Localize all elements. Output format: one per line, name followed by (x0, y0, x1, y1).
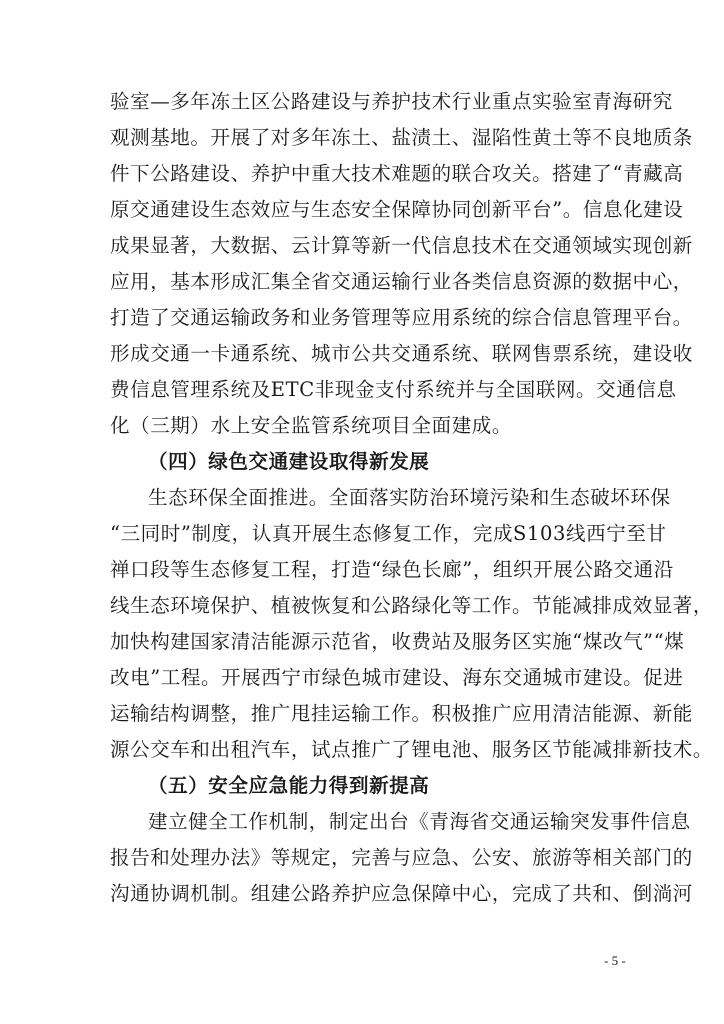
text-line: 形成交通一卡通系统、城市公共交通系统、联网售票系统，建设收 (110, 342, 693, 365)
text-line: 费信息管理系统及ETC非现金支付系统并与全国联网。交通信息 (110, 378, 677, 401)
text-line: 原交通建设生态效应与生态安全保障协同创新平台”。信息化建设 (110, 198, 684, 221)
text-line: 报告和处理办法》等规定，完善与应急、公安、旅游等相关部门的 (110, 846, 693, 869)
page-number: - 5 - (604, 953, 626, 968)
text-line: 加快构建国家清洁能源示范省，收费站及服务区实施“煤改气”“煤 (110, 630, 685, 653)
text-line: 禅口段等生态修复工程，打造“绿色长廊”，组织开展公路交通沿 (110, 558, 674, 581)
text-line: 打造了交通运输政务和业务管理等应用系统的综合信息管理平台。 (110, 306, 693, 329)
text-line: 件下公路建设、养护中重大技术难题的联合攻关。搭建了“青藏高 (110, 162, 684, 185)
text-line: 源公交车和出租汽车，试点推广了锂电池、服务区节能减排新技术。 (110, 738, 714, 761)
text-line: 成果显著，大数据、云计算等新一代信息技术在交通领域实现创新 (110, 234, 693, 257)
text-line: 沟通协调机制。组建公路养护应急保障中心，完成了共和、倒淌河 (110, 882, 693, 905)
text-line: 建立健全工作机制，制定出台《青海省交通运输突发事件信息 (148, 810, 691, 833)
section-heading-4: （四）绿色交通建设取得新发展 (148, 450, 430, 473)
text-line: 观测基地。开展了对多年冻土、盐渍土、湿陷性黄土等不良地质条 (110, 126, 693, 149)
text-line: 生态环保全面推进。全面落实防治环境污染和生态破坏环保 (148, 486, 671, 509)
text-line: 应用，基本形成汇集全省交通运输行业各类信息资源的数据中心， (110, 270, 693, 293)
text-line: 线生态环境保护、植被恢复和公路绿化等工作。节能减排成效显著， (110, 594, 714, 617)
section-heading-5: （五）安全应急能力得到新提高 (148, 774, 430, 797)
text-line: 改电”工程。开展西宁市绿色城市建设、海东交通城市建设。促进 (110, 666, 684, 689)
text-line: 化（三期）水上安全监管系统项目全面建成。 (110, 414, 513, 437)
text-line: 运输结构调整，推广甩挂运输工作。积极推广应用清洁能源、新能 (110, 702, 693, 725)
text-line: “三同时”制度，认真开展生态修复工作，完成S103线西宁至甘 (110, 522, 667, 545)
text-line: 验室—多年冻土区公路建设与养护技术行业重点实验室青海研究 (110, 90, 673, 113)
